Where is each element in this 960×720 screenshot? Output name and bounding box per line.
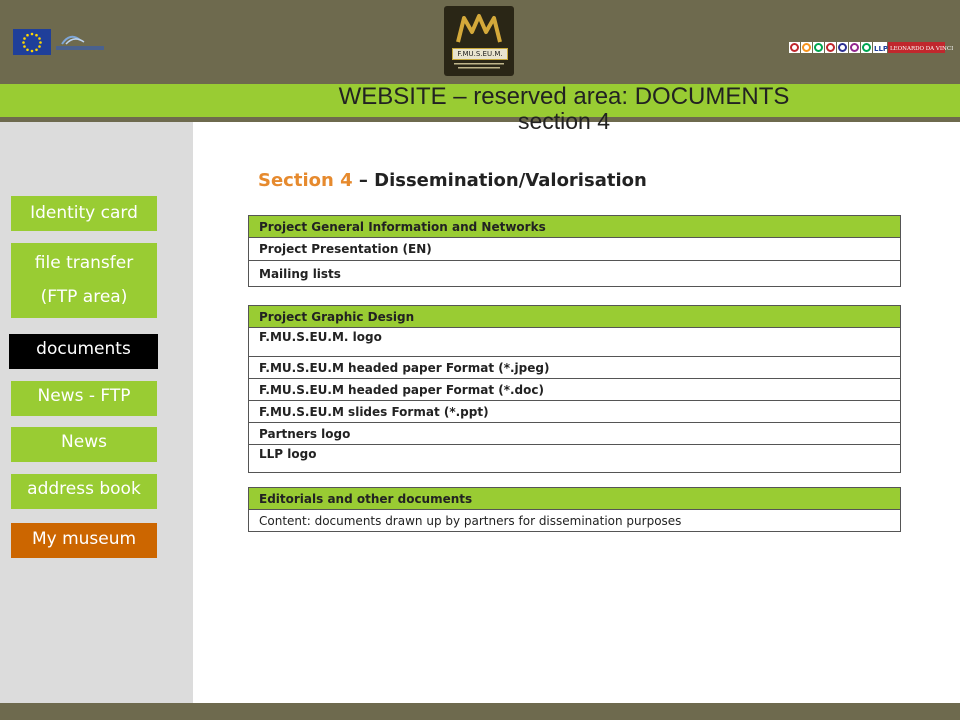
nav-file-transfer-sublabel: (FTP area) bbox=[40, 287, 128, 307]
section-number: Section 4 bbox=[258, 170, 353, 191]
section-name: Dissemination/Valorisation bbox=[374, 170, 647, 191]
nav-identity-card-label: Identity card bbox=[30, 203, 138, 223]
fmuseum-logo-text: F.MU.S.EU.M. bbox=[452, 48, 508, 60]
documents-table-graphic-design bbox=[248, 305, 901, 473]
nav-address-book[interactable] bbox=[11, 474, 157, 509]
nav-my-museum[interactable] bbox=[11, 523, 157, 558]
documents-table-editorials bbox=[248, 487, 901, 532]
section-heading bbox=[258, 170, 647, 191]
table-row bbox=[249, 510, 901, 532]
page-title bbox=[234, 84, 894, 132]
table-header-row bbox=[249, 216, 901, 238]
table-header-cell: Editorials and other documents bbox=[249, 488, 901, 510]
table-header-row bbox=[249, 488, 901, 510]
table-header-cell: Project Graphic Design bbox=[249, 306, 901, 328]
nav-news-ftp[interactable] bbox=[11, 381, 157, 416]
nav-documents-label: documents bbox=[36, 339, 131, 359]
fmuseum-logo bbox=[444, 6, 514, 76]
llp-leonardo-logo bbox=[789, 39, 954, 55]
table-row[interactable] bbox=[249, 445, 901, 473]
documents-table-general bbox=[248, 215, 901, 287]
nav-address-book-label: address book bbox=[27, 479, 141, 499]
document-link[interactable]: F.MU.S.EU.M slides Format (*.ppt) bbox=[249, 401, 901, 423]
table-row[interactable] bbox=[249, 401, 901, 423]
table-row[interactable] bbox=[249, 238, 901, 261]
nav-identity-card[interactable] bbox=[11, 196, 157, 231]
table-row[interactable] bbox=[249, 328, 901, 357]
nav-file-transfer[interactable] bbox=[11, 243, 157, 318]
document-link[interactable]: Project Presentation (EN) bbox=[249, 238, 901, 261]
document-link[interactable]: Mailing lists bbox=[249, 261, 901, 287]
svg-text:LEONARDO DA VINCI: LEONARDO DA VINCI bbox=[890, 46, 954, 52]
table-row[interactable] bbox=[249, 423, 901, 445]
page-title-line2: section 4 bbox=[517, 108, 611, 134]
page-title-line1: WEBSITE – reserved area: DOCUMENTS bbox=[338, 83, 790, 110]
nav-news-label: News bbox=[61, 432, 107, 452]
document-link[interactable]: Partners logo bbox=[249, 423, 901, 445]
table-cell-description: Content: documents drawn up by partners for dissemination purposes bbox=[249, 510, 901, 532]
nav-my-museum-label: My museum bbox=[31, 529, 137, 549]
table-header-cell: Project General Information and Networks bbox=[249, 216, 901, 238]
footer-bar bbox=[0, 703, 960, 720]
header-bar bbox=[0, 0, 960, 84]
section-separator: – bbox=[352, 170, 375, 191]
document-link[interactable]: LLP logo bbox=[249, 445, 901, 473]
nav-news-ftp-label: News - FTP bbox=[37, 386, 131, 406]
document-link[interactable]: F.MU.S.EU.M headed paper Format (*.doc) bbox=[249, 379, 901, 401]
table-header-row bbox=[249, 306, 901, 328]
table-row[interactable] bbox=[249, 261, 901, 287]
nav-news[interactable] bbox=[11, 427, 157, 462]
formazione-e-cultura-logo bbox=[56, 30, 106, 54]
table-row[interactable] bbox=[249, 357, 901, 379]
nav-file-transfer-label: file transfer bbox=[34, 253, 134, 273]
nav-documents[interactable] bbox=[9, 334, 158, 369]
table-row[interactable] bbox=[249, 379, 901, 401]
document-link[interactable]: F.MU.S.EU.M. logo bbox=[249, 328, 901, 357]
eu-flag-icon bbox=[13, 29, 51, 55]
svg-text:LLP: LLP bbox=[874, 45, 889, 53]
document-link[interactable]: F.MU.S.EU.M headed paper Format (*.jpeg) bbox=[249, 357, 901, 379]
